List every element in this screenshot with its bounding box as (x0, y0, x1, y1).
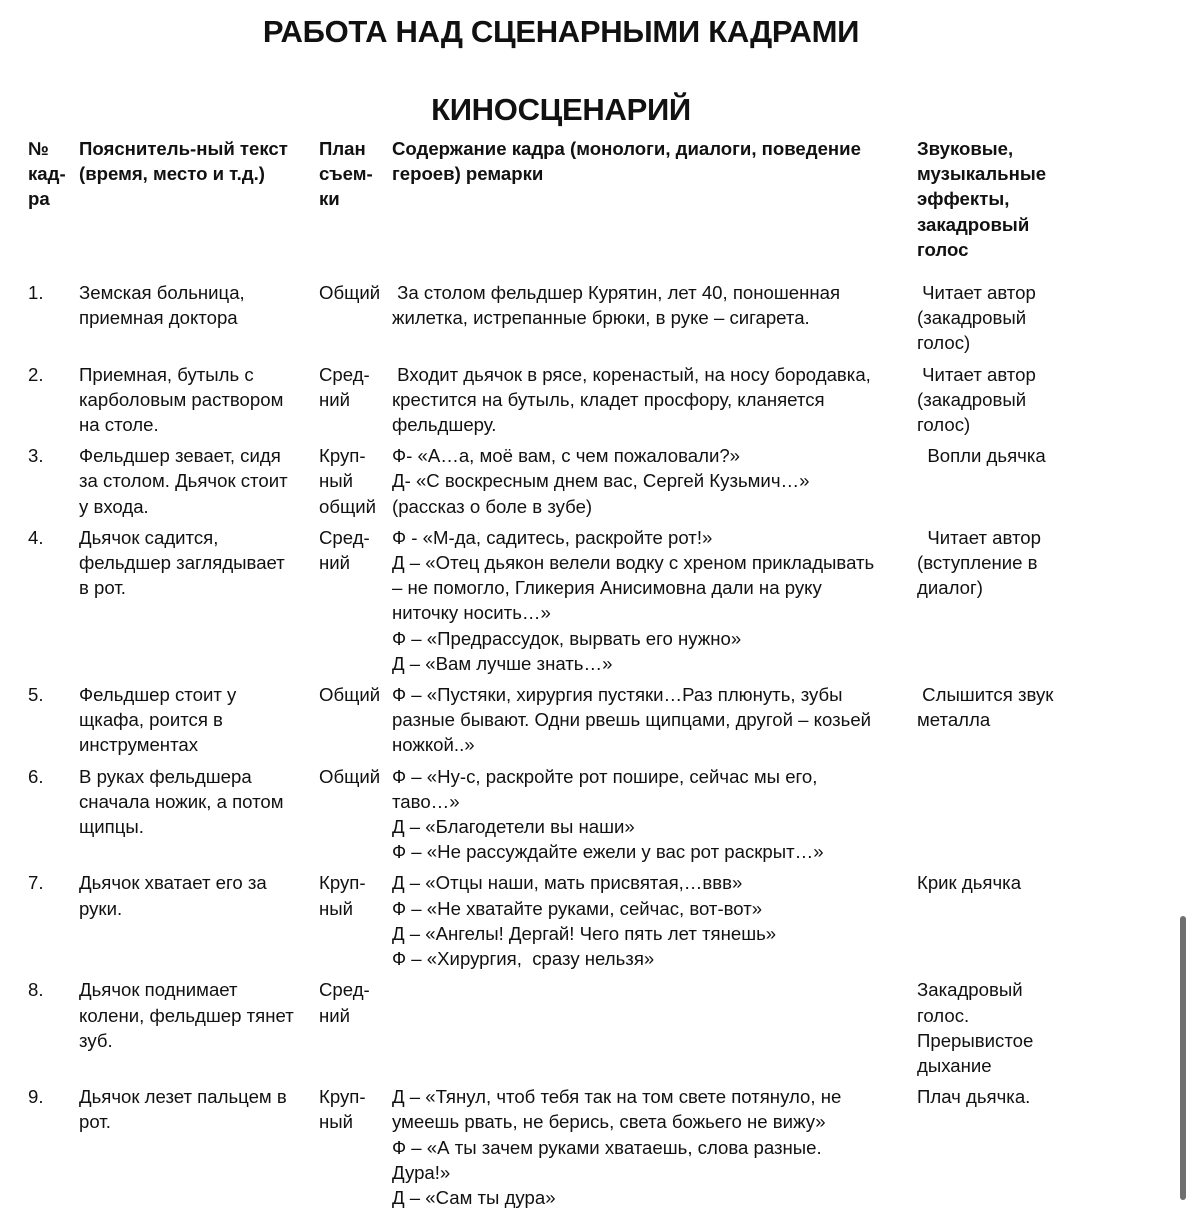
page-subtitle: КИНОСЦЕНАРИЙ (431, 92, 691, 127)
table-header-row (28, 136, 1077, 280)
cell-line: дыхание (917, 1054, 992, 1076)
cell-line: Закадровый (917, 979, 1023, 1001)
cell-line: фельдшер заглядывает (79, 552, 285, 574)
cell-explanatory-text (79, 280, 319, 362)
cell-line: таво…» (392, 790, 460, 812)
cell-shot-plan (319, 682, 392, 764)
cell-line: (рассказ о боле в зубе) (392, 495, 593, 517)
cell-line: ниточку носить…» (392, 602, 551, 624)
cell-line: фельдшеру. (392, 414, 497, 436)
cell-frame-number: 3. (28, 445, 44, 467)
table-row (28, 362, 1077, 444)
table-row (28, 1084, 1077, 1216)
cell-line: Дьячок лезет пальцем в (79, 1086, 287, 1108)
cell-line: ний (319, 552, 351, 574)
cell-line: съем- (319, 163, 373, 185)
cell-explanatory-text (79, 977, 319, 1084)
cell-line: За столом фельдшер Курятин, лет 40, поношенная (392, 282, 841, 304)
cell-explanatory-text (79, 682, 319, 764)
cell-line: карболовым раствором (79, 388, 284, 410)
table-row (28, 525, 1077, 682)
cell-shot-plan (319, 443, 392, 525)
header-shot-plan (319, 136, 392, 280)
cell-shot-plan (319, 280, 392, 362)
cell-line: Читает автор (917, 363, 1036, 385)
cell-frame-number: 7. (28, 872, 44, 894)
cell-line: Фельдшер стоит у (79, 684, 237, 706)
cell-line: руки. (79, 897, 123, 919)
cell-explanatory-text (79, 525, 319, 682)
cell-line: Дьячок садится, (79, 526, 219, 548)
cell-line: Общий (319, 282, 381, 304)
cell-line: Входит дьячок в рясе, коренастый, на носу бородавка, (392, 363, 871, 385)
cell-line: сначала ножик, а потом (79, 790, 284, 812)
cell-line: Д – «Ангелы! Дергай! Чего пять лет тянешь» (392, 922, 777, 944)
cell-line: умеешь рвать, не берись, света божьего не вижу» (392, 1111, 826, 1133)
cell-line: Круп- (319, 445, 366, 467)
cell-frame-content (392, 870, 917, 977)
cell-explanatory-text (79, 1084, 319, 1216)
cell-sound-effects (917, 525, 1077, 682)
header-explanatory-text (79, 136, 319, 280)
cell-line: Ф – «Не рассуждайте ежели у вас рот раскрыт…» (392, 841, 824, 863)
cell-frame-number: 9. (28, 1086, 44, 1108)
cell-line: музыкальные (917, 163, 1047, 185)
cell-line: Д – «Тянул, чтоб тебя так на том свете потянуло, не (392, 1086, 842, 1108)
cell-line: эффекты, (917, 188, 1010, 210)
cell-line: Содержание кадра (монологи, диалоги, поведение (392, 138, 861, 159)
cell-line: героев) ремарки (392, 163, 544, 185)
cell-frame-number: 6. (28, 765, 44, 787)
cell-explanatory-text (79, 764, 319, 871)
cell-line: Прерывистое (917, 1029, 1034, 1051)
cell-line: (время, место и т.д.) (79, 163, 265, 185)
cell-line: кад- (28, 163, 66, 185)
cell-frame-content (392, 764, 917, 871)
cell-line: Дура!» (392, 1161, 451, 1183)
cell-line: инструментах (79, 734, 199, 756)
table-row (28, 682, 1077, 764)
cell-line: Ф - «М-да, садитесь, раскройте рот!» (392, 526, 713, 548)
screenplay-table (28, 136, 1077, 1216)
cell-line: голос. (917, 1004, 970, 1026)
cell-frame-number: 2. (28, 363, 44, 385)
cell-line: рот. (79, 1111, 111, 1133)
cell-explanatory-text (79, 362, 319, 444)
cell-line: Ф – «Хирургия, сразу нельзя» (392, 948, 655, 970)
cell-line: Круп- (319, 1086, 366, 1108)
cell-line: Ф – «Пустяки, хирургия пустяки…Раз плюнуть, зубы (392, 684, 843, 706)
cell-frame-content (392, 977, 917, 1084)
cell-line: Слышится звук (917, 684, 1054, 706)
header-sound-effects (917, 136, 1077, 280)
cell-frame-number: 8. (28, 979, 44, 1001)
cell-line: голос) (917, 414, 971, 436)
cell-sound-effects (917, 443, 1077, 525)
cell-sound-effects (917, 870, 1077, 977)
cell-line: Ф – «Не хватайте руками, сейчас, вот-вот» (392, 897, 763, 919)
cell-line: щкафа, роится в (79, 709, 223, 731)
cell-line: Дьячок поднимает (79, 979, 238, 1001)
cell-line: Общий (319, 765, 381, 787)
cell-line: Плач дьячка. (917, 1086, 1031, 1108)
cell-line: Ф – «А ты зачем руками хватаешь, слова разные. (392, 1136, 822, 1158)
cell-line: зуб. (79, 1029, 113, 1051)
cell-frame-content (392, 1084, 917, 1216)
cell-line: ный (319, 897, 354, 919)
cell-line: Круп- (319, 872, 366, 894)
table-row (28, 443, 1077, 525)
cell-line: ный (319, 470, 354, 492)
cell-frame-number: 1. (28, 282, 44, 304)
page-title: РАБОТА НАД СЦЕНАРНЫМИ КАДРАМИ (262, 14, 860, 49)
cell-line: Д – «Отец дьякон велели водку с хреном прикладывать (392, 552, 875, 574)
cell-line: Ф – «Ну-с, раскройте рот пошире, сейчас мы его, (392, 765, 818, 787)
cell-frame-number: 5. (28, 684, 44, 706)
cell-line: Д – «Вам лучше знать…» (392, 652, 613, 674)
cell-sound-effects (917, 977, 1077, 1084)
cell-line: Д- «С воскресным днем вас, Сергей Кузьмич…» (392, 470, 810, 492)
cell-explanatory-text (79, 870, 319, 977)
cell-line: за столом. Дьячок стоит (79, 470, 288, 492)
vertical-scrollbar[interactable] (1180, 916, 1186, 1200)
cell-line: Ф- «А…а, моё вам, с чем пожаловали?» (392, 445, 741, 467)
cell-line: ний (319, 1004, 351, 1026)
cell-line: Звуковые, (917, 138, 1014, 159)
cell-frame-content (392, 525, 917, 682)
cell-line: – не помогло, Гликерия Анисимовна дали на руку (392, 577, 822, 599)
cell-line: Сред- (319, 979, 370, 1001)
cell-line: Читает автор (917, 282, 1036, 304)
cell-line: щипцы. (79, 816, 144, 838)
cell-explanatory-text (79, 443, 319, 525)
cell-frame-number: 4. (28, 526, 44, 548)
table-row (28, 977, 1077, 1084)
cell-line: на столе. (79, 414, 159, 436)
cell-line: № (28, 138, 49, 159)
table-row (28, 280, 1077, 362)
cell-sound-effects (917, 362, 1077, 444)
cell-frame-content (392, 362, 917, 444)
cell-shot-plan (319, 764, 392, 871)
cell-line: приемная доктора (79, 307, 238, 329)
cell-line: голос (917, 238, 969, 260)
cell-line: Фельдшер зевает, сидя (79, 445, 281, 467)
cell-frame-content (392, 443, 917, 525)
cell-line: крестится на бутыль, кладет просфору, кланяется (392, 388, 825, 410)
table-body (28, 280, 1077, 1216)
cell-line: диалог) (917, 577, 983, 599)
cell-line: колени, фельдшер тянет (79, 1004, 294, 1026)
header-frame-number (28, 136, 79, 280)
cell-line: Дьячок хватает его за (79, 872, 267, 894)
cell-shot-plan (319, 1084, 392, 1216)
cell-line: Д – «Благодетели вы наши» (392, 816, 635, 838)
cell-frame-content (392, 682, 917, 764)
cell-line: ра (28, 188, 50, 210)
cell-line: разные бывают. Одни рвешь щипцами, другой – козьей (392, 709, 872, 731)
cell-frame-content (392, 280, 917, 362)
cell-shot-plan (319, 525, 392, 682)
cell-line: (закадровый (917, 388, 1027, 410)
cell-line: Общий (319, 684, 381, 706)
cell-line: общий (319, 495, 377, 517)
cell-line: Земская больница, (79, 282, 245, 304)
cell-line: Крик дьячка (917, 872, 1022, 894)
cell-shot-plan (319, 977, 392, 1084)
cell-line: Пояснитель-ный текст (79, 138, 288, 159)
cell-line: ки (319, 188, 340, 210)
cell-line: голос) (917, 332, 971, 354)
cell-line: Приемная, бутыль с (79, 363, 254, 385)
cell-sound-effects (917, 1084, 1077, 1216)
cell-line: Сред- (319, 363, 370, 385)
cell-line: ножкой..» (392, 734, 475, 756)
cell-line: у входа. (79, 495, 149, 517)
cell-line: металла (917, 709, 991, 731)
cell-line: ний (319, 388, 351, 410)
header-frame-content (392, 136, 917, 280)
table-row (28, 764, 1077, 871)
cell-line: Д – «Сам ты дура» (392, 1186, 556, 1208)
cell-line: Сред- (319, 526, 370, 548)
cell-line: (закадровый (917, 307, 1027, 329)
cell-line: (вступление в (917, 552, 1038, 574)
cell-sound-effects (917, 280, 1077, 362)
cell-shot-plan (319, 870, 392, 977)
cell-sound-effects (917, 682, 1077, 764)
cell-line: жилетка, истрепанные брюки, в руке – сигарета. (392, 307, 810, 329)
cell-line: ный (319, 1111, 354, 1133)
cell-line: Д – «Отцы наши, мать присвятая,…ввв» (392, 872, 743, 894)
cell-line: закадровый (917, 213, 1030, 235)
table-row (28, 870, 1077, 977)
cell-line: Ф – «Предрассудок, вырвать его нужно» (392, 627, 742, 649)
cell-line: в рот. (79, 577, 126, 599)
cell-shot-plan (319, 362, 392, 444)
cell-line: В руках фельдшера (79, 765, 252, 787)
cell-line: Читает автор (917, 526, 1041, 548)
cell-line: План (319, 138, 366, 159)
cell-sound-effects (917, 764, 1077, 871)
cell-line: Вопли дьячка (917, 445, 1046, 467)
